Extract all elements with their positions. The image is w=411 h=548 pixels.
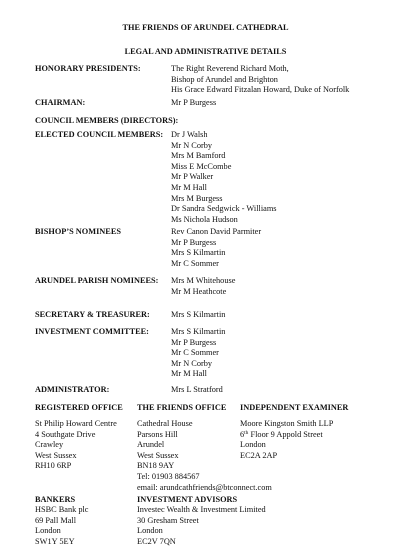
telephone-line: Tel: 01903 884567	[137, 471, 200, 481]
secretary-label: SECRETARY & TREASURER:	[35, 310, 150, 319]
bishops-nominee: Mr C Sommer	[171, 258, 219, 268]
honorary-president-line: The Right Reverend Richard Moth,	[171, 64, 289, 73]
elected-member: Ms Nichola Hudson	[171, 214, 238, 224]
honorary-president-line: His Grace Edward Fitzalan Howard, Duke of Norfolk	[171, 85, 350, 95]
registered-office-address	[35, 419, 117, 472]
investment-committee-label: INVESTMENT COMMITTEE:	[35, 327, 149, 336]
address-line: EC2V 7QN	[137, 536, 176, 546]
examiner-address	[240, 419, 333, 461]
address-line: Cathedral House	[137, 419, 193, 428]
elected-member: Mr P Walker	[171, 172, 214, 182]
email-line: email: arundcathfriends@btconnect.com	[137, 482, 272, 492]
bishops-nominees-list	[171, 227, 261, 269]
address-line: RH10 6RP	[35, 461, 72, 471]
chairman-value: Mr P Burgess	[171, 98, 217, 107]
document-subtitle: LEGAL AND ADMINISTRATIVE DETAILS	[124, 47, 287, 56]
elected-members-label: ELECTED COUNCIL MEMBERS:	[35, 130, 164, 139]
friends-office-heading: THE FRIENDS OFFICE	[137, 403, 227, 412]
bankers-address	[35, 505, 88, 547]
elected-member: Miss E McCombe	[171, 161, 232, 171]
address-line: Arundel	[137, 440, 165, 450]
floor-street: Floor 9 Appold Street	[248, 429, 323, 439]
address-line: London	[137, 526, 163, 536]
address-line: Parsons Hill	[137, 429, 178, 439]
investment-committee-member: Mr P Burgess	[171, 337, 217, 347]
independent-examiner-heading: INDEPENDENT EXAMINER	[240, 403, 349, 412]
investment-committee-list	[171, 327, 225, 380]
elected-member: Mr M Hall	[171, 182, 207, 192]
address-line: 69 Pall Mall	[35, 515, 77, 525]
address-line: Investec Wealth & Investment Limited	[137, 505, 266, 514]
address-line: Crawley	[35, 440, 64, 450]
registered-office-heading: REGISTERED OFFICE	[35, 403, 123, 412]
elected-member: Dr Sandra Sedgwick - Williams	[171, 204, 277, 214]
bishops-nominee: Rev Canon David Parmiter	[171, 227, 262, 236]
elected-members-list	[171, 130, 277, 225]
address-line: Moore Kingston Smith LLP	[240, 419, 334, 428]
parish-nominee: Mrs M Whitehouse	[171, 276, 236, 285]
honorary-president-line: Bishop of Arundel and Brighton	[171, 74, 278, 84]
investment-advisors-address	[137, 505, 266, 547]
address-line: London	[35, 526, 61, 536]
bankers-heading: BANKERS	[35, 495, 76, 504]
investment-committee-member: Mrs S Kilmartin	[171, 327, 226, 336]
address-line	[240, 430, 333, 441]
address-line: St Philip Howard Centre	[35, 419, 117, 428]
address-line: HSBC Bank plc	[35, 505, 89, 514]
address-line: SW1Y 5EY	[35, 536, 75, 546]
bishops-nominees-label: BISHOP’S NOMINEES	[35, 227, 121, 236]
parish-nominees-label: ARUNDEL PARISH NOMINEES:	[35, 276, 159, 285]
address-line: London	[240, 440, 266, 450]
secretary-value: Mrs S Kilmartin	[171, 310, 226, 319]
bishops-nominee: Mr P Burgess	[171, 237, 217, 247]
honorary-presidents-label: HONORARY PRESIDENTS:	[35, 64, 141, 73]
honorary-presidents-list	[171, 64, 349, 96]
elected-member: Dr J Walsh	[171, 130, 208, 139]
floor-number: 6	[240, 429, 245, 439]
bishops-nominee: Mrs S Kilmartin	[171, 248, 226, 258]
investment-committee-member: Mr C Sommer	[171, 348, 219, 358]
chairman-label: CHAIRMAN:	[35, 98, 86, 107]
address-line: 4 Southgate Drive	[35, 429, 96, 439]
parish-nominees-list	[171, 276, 235, 297]
address-line: West Sussex	[137, 450, 179, 460]
elected-member: Mrs M Burgess	[171, 193, 223, 203]
investment-advisors-heading: INVESTMENT ADVISORS	[137, 495, 238, 504]
administrator-value: Mrs L Stratford	[171, 385, 223, 394]
investment-committee-member: Mr M Hall	[171, 369, 207, 379]
address-line: West Sussex	[35, 450, 77, 460]
address-line: EC2A 2AP	[240, 450, 278, 460]
document-title: THE FRIENDS OF ARUNDEL CATHEDRAL	[122, 23, 289, 32]
elected-member: Mrs M Bamford	[171, 151, 226, 161]
investment-committee-member: Mr N Corby	[171, 358, 213, 368]
address-line: BN18 9AY	[137, 461, 175, 471]
council-members-heading: COUNCIL MEMBERS (DIRECTORS):	[35, 116, 179, 125]
parish-nominee: Mr M Heathcote	[171, 286, 227, 296]
address-line: 30 Gresham Street	[137, 515, 199, 525]
floor-ordinal: th	[244, 429, 249, 436]
administrator-label: ADMINISTRATOR:	[35, 385, 110, 394]
elected-member: Mr N Corby	[171, 140, 213, 150]
